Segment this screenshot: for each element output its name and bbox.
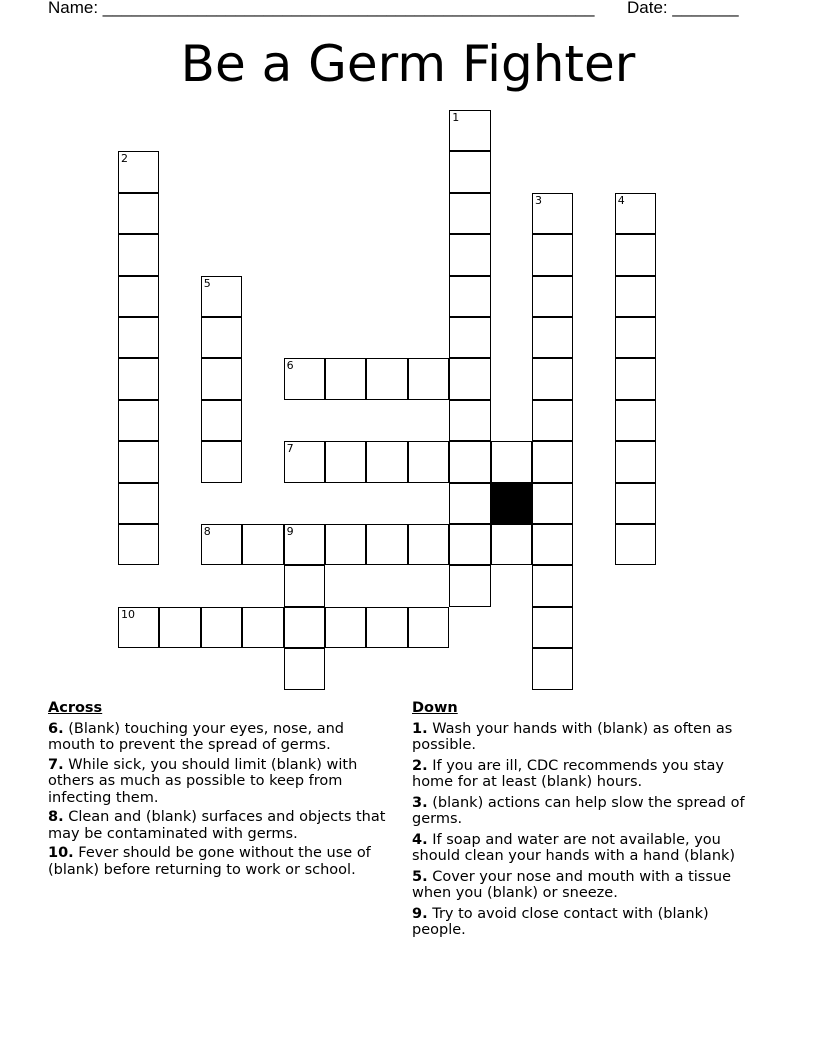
clue-text: While sick, you should limit (blank) with others as much as possible to keep from infecting them.	[48, 756, 358, 806]
grid-cell[interactable]	[118, 441, 159, 482]
grid-cell[interactable]	[449, 483, 490, 524]
grid-cell[interactable]	[532, 648, 573, 689]
grid-cell[interactable]	[408, 358, 449, 399]
grid-cell[interactable]	[366, 441, 407, 482]
clue-number: 8	[203, 525, 211, 538]
clue-number: 1	[452, 111, 460, 124]
grid-cell[interactable]	[118, 524, 159, 565]
grid-cell[interactable]	[615, 276, 656, 317]
across-clue	[48, 845, 388, 878]
grid-cell[interactable]	[532, 400, 573, 441]
clue-text: Fever should be gone without the use of (blank) before returning to work or school.	[48, 845, 371, 878]
grid-cell[interactable]	[491, 441, 532, 482]
grid-cell[interactable]	[449, 358, 490, 399]
page-title: Be a Germ Fighter	[180, 35, 636, 93]
clue-number-label: 9.	[412, 905, 428, 922]
across-clue	[48, 721, 388, 754]
grid-cell[interactable]	[201, 358, 242, 399]
clue-number-label: 10.	[48, 845, 74, 861]
grid-cell[interactable]	[284, 607, 325, 648]
clue-number-label: 1.	[412, 720, 428, 737]
across-clue-list	[48, 721, 388, 879]
clue-number-label: 4.	[412, 831, 428, 848]
grid-cell[interactable]	[615, 483, 656, 524]
grid-cell[interactable]	[532, 358, 573, 399]
grid-cell[interactable]	[408, 441, 449, 482]
grid-cell[interactable]	[408, 524, 449, 565]
grid-cell[interactable]	[159, 607, 200, 648]
grid-cell[interactable]	[532, 317, 573, 358]
clue-number-label: 5.	[412, 868, 428, 885]
across-clue	[48, 809, 388, 842]
clue-number: 4	[617, 193, 625, 207]
grid-cell[interactable]	[532, 524, 573, 565]
down-clue	[412, 869, 752, 902]
grid-cell[interactable]	[284, 441, 325, 482]
grid-cell[interactable]	[366, 358, 407, 399]
grid-cell[interactable]	[615, 193, 656, 234]
down-clue	[412, 906, 752, 939]
down-clue	[412, 832, 752, 865]
grid-cell[interactable]	[201, 276, 242, 317]
grid-cell[interactable]	[532, 276, 573, 317]
grid-cell[interactable]	[118, 607, 159, 648]
grid-cell[interactable]	[449, 524, 490, 565]
grid-cell[interactable]	[532, 483, 573, 524]
clue-text: If you are ill, CDC recommends you stay home for at least (blank) hours.	[412, 757, 724, 790]
grid-cell[interactable]	[366, 607, 407, 648]
grid-cell[interactable]	[201, 400, 242, 441]
grid-cell[interactable]	[242, 524, 283, 565]
date-field[interactable]: Date: _______	[627, 0, 739, 17]
grid-cell[interactable]	[284, 524, 325, 565]
clue-number: 10	[121, 607, 135, 621]
grid-cell[interactable]	[615, 234, 656, 275]
name-field[interactable]: Name: ____________________________________________________	[48, 0, 595, 17]
grid-cell[interactable]	[491, 524, 532, 565]
grid-cell[interactable]	[118, 483, 159, 524]
down-clue-list	[412, 721, 752, 939]
clue-number-label: 7.	[48, 756, 64, 773]
clue-number: 7	[286, 442, 294, 456]
grid-cell[interactable]	[449, 441, 490, 482]
across-heading: Across	[48, 700, 103, 716]
clue-text: If soap and water are not available, you should clean your hands with a hand (blank)	[412, 831, 736, 864]
across-clue	[48, 757, 388, 807]
grid-cell[interactable]	[201, 441, 242, 482]
clue-text: Wash your hands with (blank) as often as possible.	[412, 720, 733, 753]
grid-cell[interactable]	[118, 317, 159, 358]
clue-text: Try to avoid close contact with (blank) people.	[412, 905, 709, 938]
grid-cell[interactable]	[449, 317, 490, 358]
grid-cell[interactable]	[201, 607, 242, 648]
down-clue	[412, 758, 752, 791]
grid-cell[interactable]	[449, 193, 490, 234]
grid-cell[interactable]	[325, 524, 366, 565]
clue-number: 5	[203, 276, 211, 290]
grid-cell[interactable]	[118, 400, 159, 441]
grid-cell[interactable]	[532, 441, 573, 482]
grid-cell[interactable]	[449, 151, 490, 192]
clue-text: (blank) actions can help slow the spread of germs.	[412, 794, 745, 827]
grid-cell[interactable]	[325, 358, 366, 399]
grid-cell[interactable]	[118, 276, 159, 317]
grid-cell[interactable]	[615, 524, 656, 565]
grid-cell[interactable]	[449, 110, 490, 151]
grid-cell[interactable]	[366, 524, 407, 565]
clue-text: (Blank) touching your eyes, nose, and mouth to prevent the spread of germs.	[48, 720, 344, 753]
clue-text: Clean and (blank) surfaces and objects that may be contaminated with germs.	[48, 809, 386, 842]
black-square	[491, 483, 532, 524]
grid-cell[interactable]	[449, 400, 490, 441]
down-clues	[412, 700, 752, 943]
grid-cell[interactable]	[449, 276, 490, 317]
grid-cell[interactable]	[118, 234, 159, 275]
clue-number-label: 8.	[48, 809, 64, 825]
grid-cell[interactable]	[449, 565, 490, 606]
across-clues	[48, 700, 388, 881]
grid-cell[interactable]	[201, 317, 242, 358]
grid-cell[interactable]	[118, 358, 159, 399]
grid-cell[interactable]	[284, 358, 325, 399]
clue-number: 3	[535, 193, 542, 207]
grid-cell[interactable]	[615, 317, 656, 358]
grid-cell[interactable]	[532, 234, 573, 275]
clue-number-label: 2.	[412, 757, 428, 774]
grid-cell[interactable]	[242, 607, 283, 648]
grid-cell[interactable]	[615, 400, 656, 441]
grid-cell[interactable]	[284, 565, 325, 606]
clue-text: Cover your nose and mouth with a tissue when you (blank) or sneeze.	[412, 868, 732, 901]
grid-cell[interactable]	[325, 607, 366, 648]
clue-number: 2	[121, 152, 128, 166]
clue-number: 6	[286, 359, 294, 373]
clue-number-label: 3.	[412, 794, 428, 811]
grid-cell[interactable]	[325, 441, 366, 482]
grid-cell[interactable]	[118, 151, 159, 192]
clue-number-label: 6.	[48, 720, 64, 737]
down-clue	[412, 721, 752, 754]
grid-cell[interactable]	[532, 607, 573, 648]
grid-cell[interactable]	[201, 524, 242, 565]
grid-cell[interactable]	[408, 607, 449, 648]
down-heading: Down	[412, 700, 458, 716]
grid-cell[interactable]	[449, 234, 490, 275]
grid-cell[interactable]	[118, 193, 159, 234]
grid-cell[interactable]	[615, 358, 656, 399]
grid-cell[interactable]	[284, 648, 325, 689]
clue-number: 9	[286, 525, 294, 538]
grid-cell[interactable]	[532, 565, 573, 606]
down-clue	[412, 795, 752, 828]
grid-cell[interactable]	[532, 193, 573, 234]
grid-cell[interactable]	[615, 441, 656, 482]
